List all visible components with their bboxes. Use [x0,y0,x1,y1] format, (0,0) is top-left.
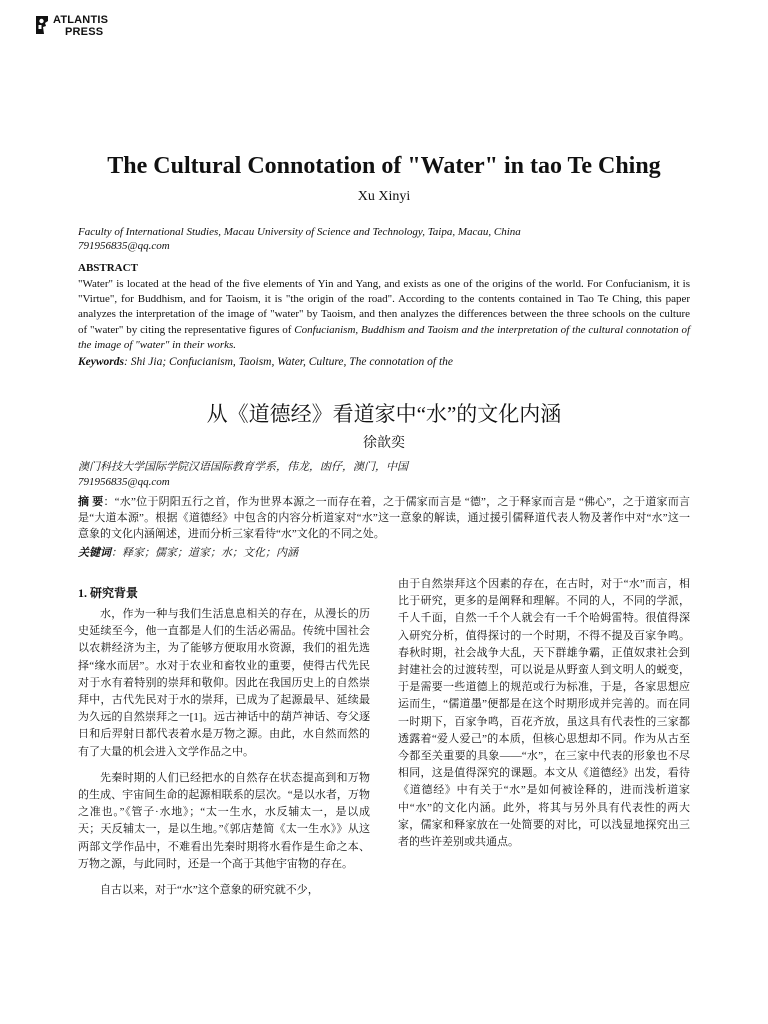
cn-keywords-text: ：释家；儒家；道家；水；文化；内涵 [111,547,298,559]
abstract-heading: ABSTRACT [78,262,138,274]
abstract-italic: Confucianism, Buddhism and Taoism and the interpretation of the cultural connotation of the image of "water" in their works. [78,323,690,351]
keywords [78,356,453,368]
publisher-name-line1: ATLANTIS [53,14,109,26]
body-paragraph: 自古以来，对于“水”这个意象的研究就不少， [100,884,319,897]
cn-email: 791956835@qq.com [78,475,170,488]
publisher-emblem-icon [34,14,50,36]
cn-affiliation: 澳门科技大学国际学院汉语国际教育学系，伟龙，凼仔，澳门，中国 [78,461,408,473]
cn-abstract [78,495,690,542]
body-column-left [78,606,370,899]
cn-author: 徐歆奕 [363,436,405,451]
publisher-name [53,14,108,38]
cn-abstract-label: 摘 要 [78,496,104,508]
publisher-logo [34,14,108,38]
email: 791956835@qq.com [78,240,170,252]
cn-keywords [78,544,298,560]
abstract-text [78,277,690,353]
body-column-right [398,576,690,851]
section-heading: 1. 研究背景 [78,586,139,600]
author-name: Xu Xinyi [357,189,411,204]
keywords-label: Keywords [78,356,124,368]
body-paragraph: 先秦时期的人们已经把水的自然存在状态提高到和万物的生成、宇宙间生命的起源相联系的层次。“是以水者，万物之准也。”《管子·水地》；“太一生水，水反辅太一，是以成天；天反辅太一，是以生地。”《郭店楚简《太一生水》》从这两部文学作品中，不难看出先秦时期将水看作是生命之本、万物之源，与此同时，还是一个高于其他宇宙物的存在。 [78,771,370,870]
body-paragraph: 水，作为一种与我们生活息息相关的存在，从漫长的历史延续至今，他一直都是人们的生活必需品。传统中国社会以农耕经济为主，为了能够方便取用水资源，我们的祖先选择“缘水而居”。水对于农业和畜牧业的重要，使得古代先民对于水有着特别的崇拜和敬仰。因此在我国历史上的自然崇拜中，古代先民对于水的崇拜，已成为了起源最早、延续最为久远的自然崇拜之一[1]。远古神话中的葫芦神话、夸父逐日和后羿射日都代表着水是万物之源。由此，水自然而然的有了大量的机会进入文学作品之中。 [78,608,370,758]
publisher-name-line2: PRESS [65,26,104,38]
cn-title: 从《道德经》看道家中“水”的文化内涵 [206,402,562,426]
affiliation-block [78,225,521,253]
cn-keywords-label: 关键词 [78,547,111,559]
affiliation: Faculty of International Studies, Macau University of Science and Technology, Taipa, Macau, China [78,226,521,238]
cn-abstract-text: ：“水”位于阴阳五行之首，作为世界本源之一而存在着，之于儒家而言是 “德”，之于释家而言是 “佛心”，之于道家而言是“大道本源”。根据《道德经》中包含的内容分析道家对“水”这一意象的解读，通过援引儒释道代表人物及著作中对“水”这一意象的文化内涵阐述，进而分析三家看待“水”文化的不同之处。 [78,496,690,540]
paper-title: The Cultural Connotation of "Water" in tao Te Ching [107,153,661,179]
cn-affiliation-block [78,460,408,489]
abstract-main: "Water" is located at the head of the five elements of Yin and Yang, and exists as one of the origins of the world. For Confucianism, it is "Virtue", for Buddhism, and for Taoism, it is "the origin of the road". According to the contents contained in Tao Te Ching, this paper analyzes the interpretation of the image of "water" by Taoism, and then analyzes the differences between the three schools on the culture of "water" by citing the representative figures of [78,278,690,336]
keywords-text: : Shi Jia; Confucianism, Taoism, Water, Culture, The connotation of the [124,356,454,368]
body-paragraph: 由于自然崇拜这个因素的存在，在古时，对于“水”而言，相比于研究，更多的是阐释和理解。不同的人，不同的学派，千人千面，自然一千个人就会有一千个哈姆雷特。很值得深入研究分析，值得探讨的一个时期，不得不提及百家争鸣。春秋时期，社会战争大乱，天下群雄争霸，正值奴隶社会到封建社会的过渡转型，可以说是从野蛮人到文明人的蜕变，于是需要一些道德上的规范或行为标准，于是，各家思想应运而生，“儒道墨”便都是在这个时期形成并完善的。而在同一时期下，百家争鸣，百花齐放，虽这具有代表性的三家都透露着“爱人爱己”的本质，但核心思想却不同。作为从古至今都至关重要的具象——“水”，在三家中代表的形象也不尽相同，这是值得深究的课题。本文从《道德经》出发，看待《道德经》中有关于“水”是如何被诠释的，进而浅析道家中“水”的文化内涵。此外，将其与另外具有代表性的两大家，儒家和释家放在一处简要的对比，可以浅显地探究出三者的些许差别或共通点。 [398,578,690,849]
